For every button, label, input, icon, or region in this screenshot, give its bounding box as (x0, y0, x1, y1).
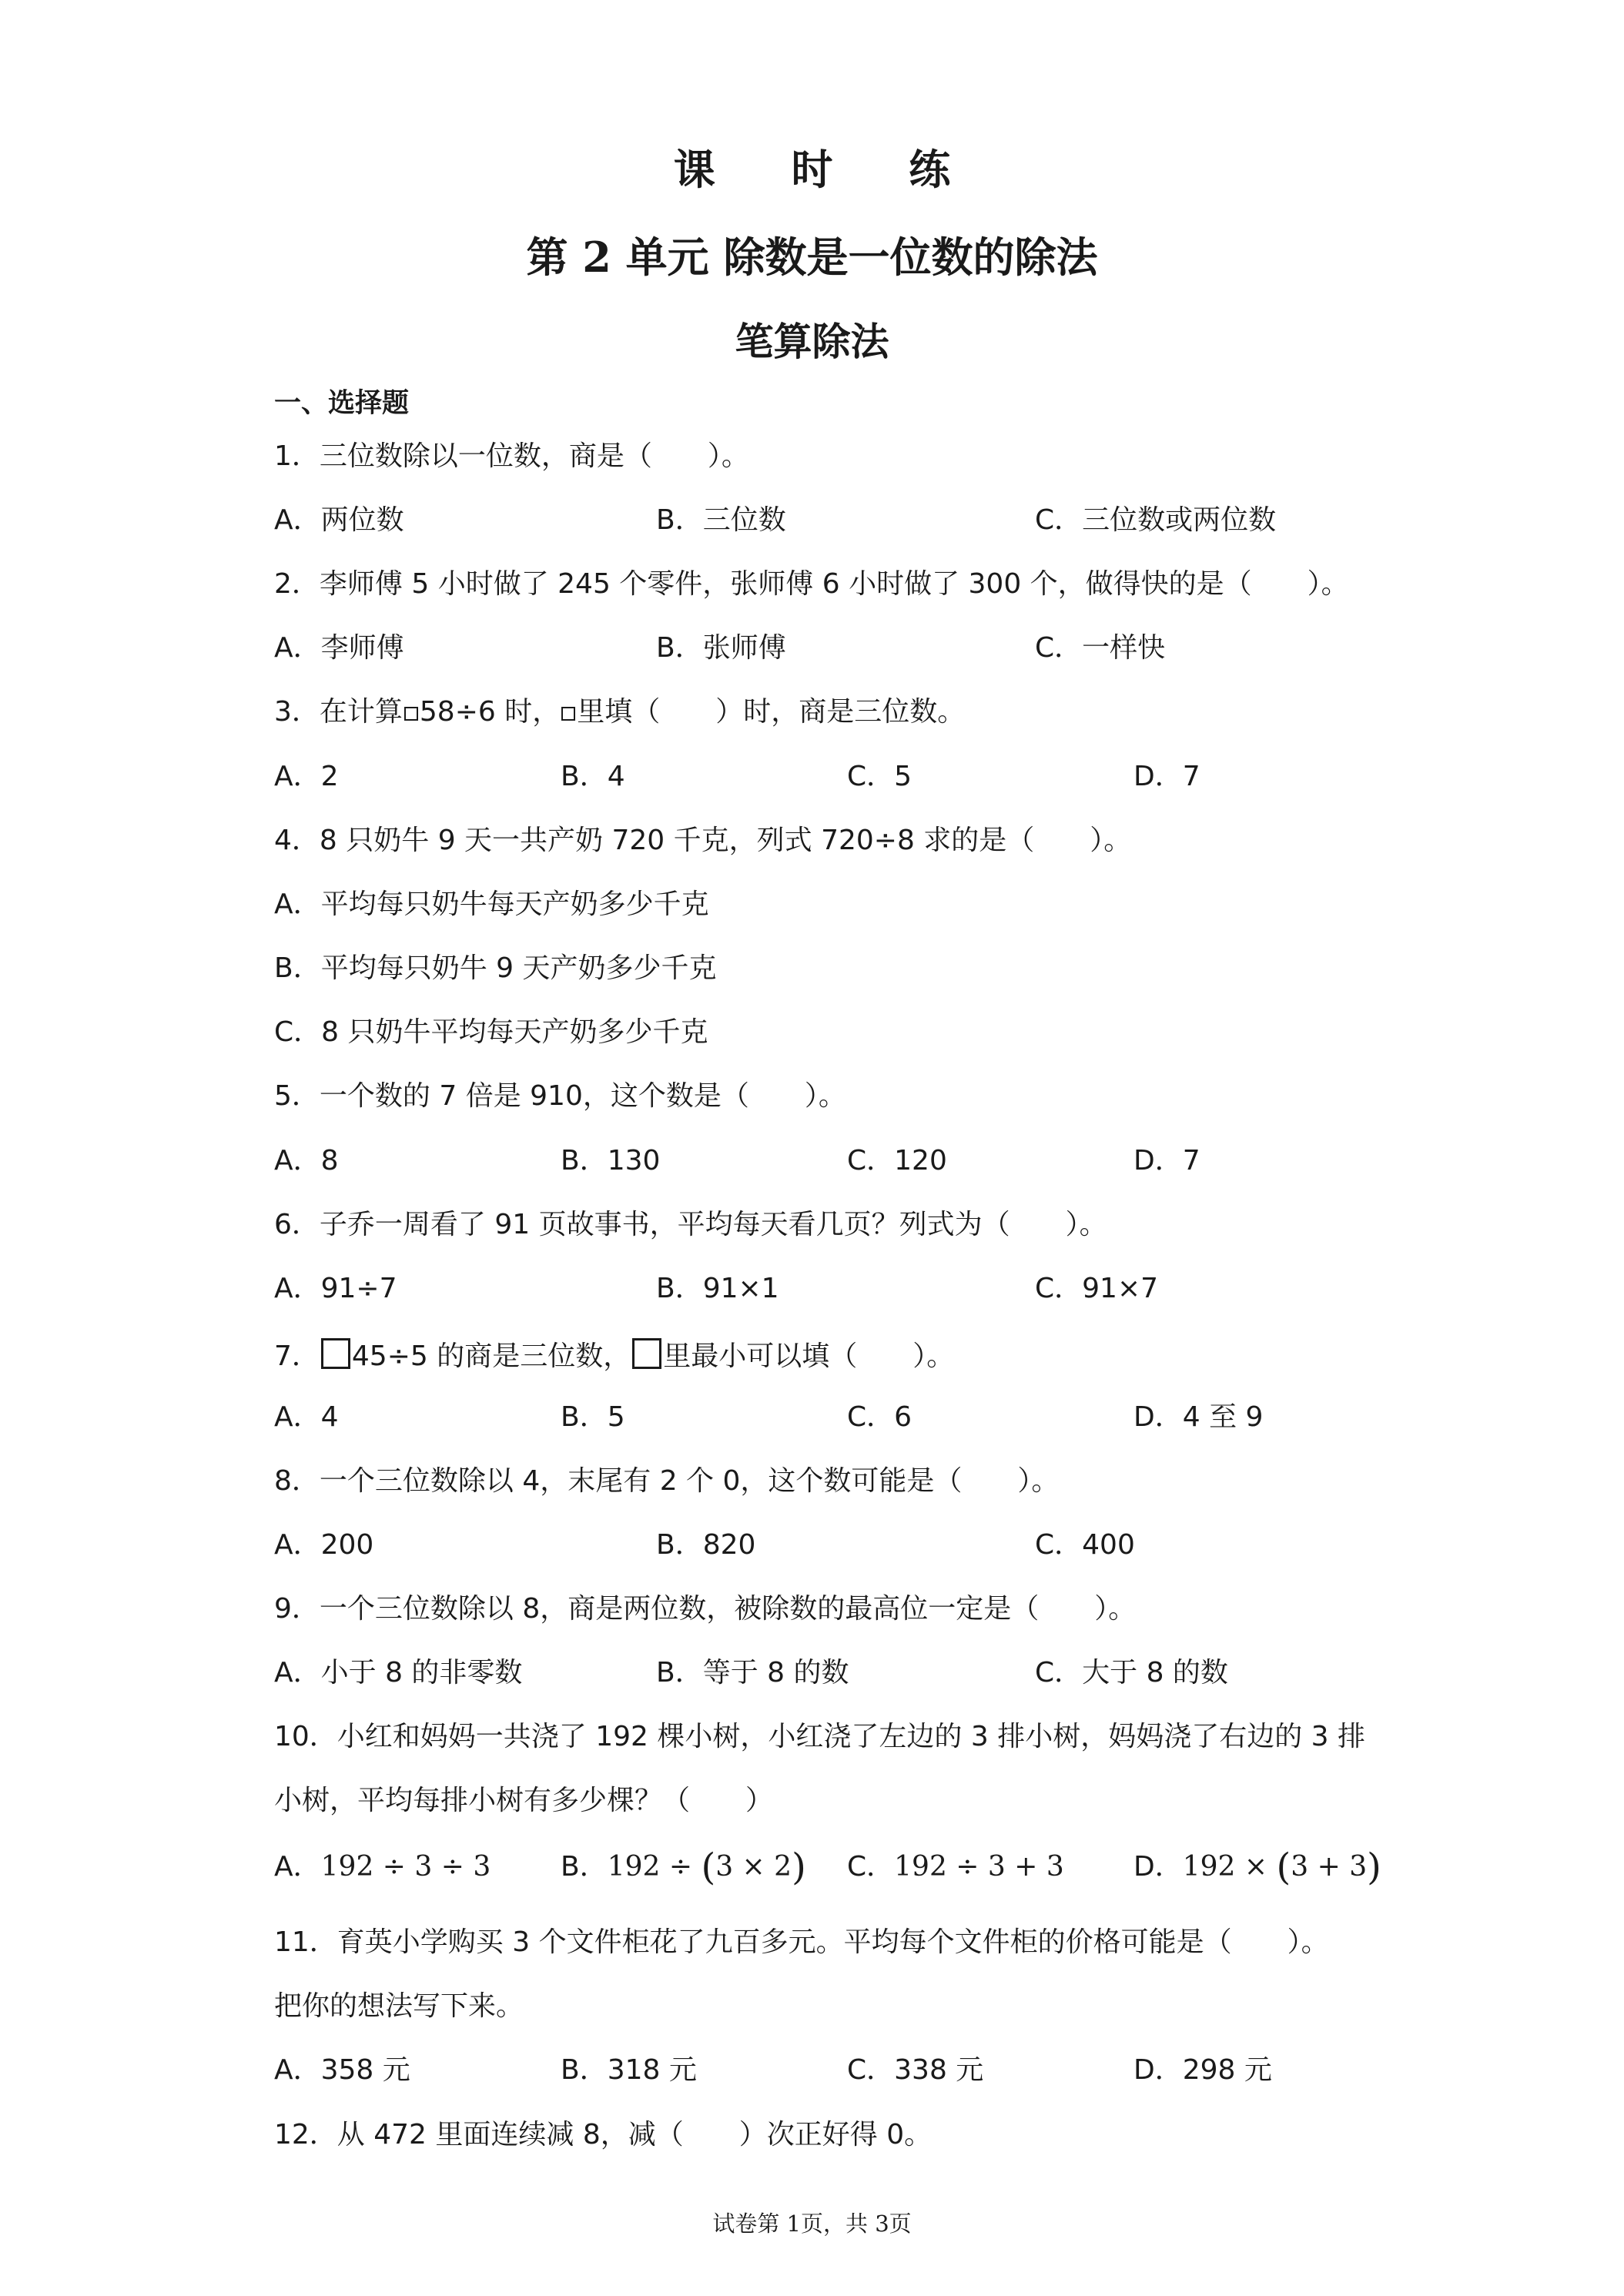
option-a: A．李师傅 (274, 632, 404, 664)
option-a (274, 1853, 491, 1882)
question-4-option-b: B．平均每只奶牛 9 天产奶多少千克 (274, 952, 717, 984)
option-c (847, 1853, 1064, 1882)
question-3-stem-b: 58÷6 时， (419, 696, 561, 728)
question-2-stem: 2．李师傅 5 小时做了 245 个零件，张师傅 6 小时做了 300 个，做得快的是（ ）。 (274, 568, 1349, 600)
page-footer: 试卷第 1页，共 3页 (712, 2211, 912, 2237)
question-1-options (274, 506, 1429, 537)
option-c: C．大于 8 的数 (1035, 1657, 1228, 1689)
math-inner: 3 × 2 (715, 1851, 792, 1883)
math-inner: 3 + 3 (1291, 1851, 1368, 1883)
option-a: A．91÷7 (274, 1273, 397, 1304)
unit-title: 第 2 单元 除数是一位数的除法 (526, 233, 1098, 282)
option-label: B． (561, 1851, 608, 1883)
right-paren: ) (792, 1846, 806, 1889)
question-5-options (274, 1146, 1429, 1177)
option-label: A． (274, 1851, 321, 1883)
right-paren: ) (1367, 1846, 1381, 1889)
blank-box-icon (321, 1338, 350, 1369)
question-4-option-c: C．8 只奶牛平均每天产奶多少千克 (274, 1016, 708, 1048)
option-d: D．7 (1133, 761, 1200, 792)
section-heading: 一、选择题 (274, 387, 410, 419)
question-6-options (274, 1274, 1429, 1305)
option-b (561, 1846, 806, 1889)
left-paren: ( (1276, 1846, 1291, 1889)
option-c: C．一样快 (1035, 632, 1166, 664)
option-c: C．5 (847, 761, 912, 792)
question-7-options (274, 1403, 1429, 1434)
question-3-stem (274, 698, 965, 727)
math-prefix: 192 ÷ (607, 1851, 702, 1883)
lesson-title: 笔算除法 (735, 319, 889, 364)
option-a: A．358 元 (274, 2054, 410, 2086)
blank-box-icon (632, 1338, 661, 1369)
option-a: A．2 (274, 761, 339, 792)
option-a: A．两位数 (274, 504, 404, 536)
option-b: B．820 (656, 1529, 756, 1561)
option-label: C． (847, 1851, 895, 1883)
option-b: B．5 (561, 1401, 625, 1433)
question-10-options (274, 1846, 1429, 1889)
option-a: A．4 (274, 1401, 339, 1433)
question-7-stem-c: 里最小可以填（ ）。 (663, 1340, 955, 1372)
question-3-stem-c: 里填（ ）时，商是三位数。 (577, 696, 966, 728)
question-8-stem: 8．一个三位数除以 4，末尾有 2 个 0，这个数可能是（ ）。 (274, 1465, 1060, 1497)
option-b: B．三位数 (656, 504, 786, 536)
blank-box-icon (404, 707, 418, 721)
math-expression: 192 ÷ 3 ÷ 3 (320, 1851, 491, 1883)
option-c: C．6 (847, 1401, 912, 1433)
option-a: A．小于 8 的非零数 (274, 1657, 523, 1689)
question-8-options (274, 1531, 1429, 1561)
question-12-stem: 12．从 472 里面连续减 8，减（ ）次正好得 0。 (274, 2119, 933, 2150)
question-11-options (274, 2056, 1429, 2087)
option-label: D． (1133, 1851, 1183, 1883)
question-11-stem-line1: 11．育英小学购买 3 个文件柜花了九百多元。平均每个文件柜的价格可能是（ ）。 (274, 1926, 1329, 1958)
question-6-stem: 6．子乔一周看了 91 页故事书，平均每天看几页？列式为（ ）。 (274, 1209, 1107, 1240)
question-10-stem-line2: 小树，平均每排小树有多少棵？（ ） (274, 1785, 774, 1816)
option-b: B．91×1 (656, 1273, 779, 1304)
option-a: A．8 (274, 1145, 339, 1176)
option-b: B．318 元 (561, 2054, 697, 2086)
math-expression (1182, 1846, 1381, 1889)
math-expression (607, 1846, 806, 1889)
document-title: 课 时 练 (673, 145, 982, 194)
blank-box-icon (561, 707, 575, 721)
math-prefix: 192 × (1182, 1851, 1277, 1883)
option-d: D．7 (1133, 1145, 1200, 1176)
question-3-options (274, 762, 1429, 793)
option-a: A．200 (274, 1529, 374, 1561)
option-c: C．338 元 (847, 2054, 984, 2086)
left-paren: ( (701, 1846, 716, 1889)
option-c: C．91×7 (1035, 1273, 1159, 1304)
question-1-stem: 1．三位数除以一位数，商是（ ）。 (274, 440, 749, 472)
option-b: B．等于 8 的数 (656, 1657, 849, 1689)
question-10-stem-line1: 10．小红和妈妈一共浇了 192 棵小树，小红浇了左边的 3 排小树，妈妈浇了右边的 3 排 (274, 1721, 1365, 1752)
question-7-stem-b: 45÷5 的商是三位数， (351, 1340, 631, 1372)
question-7-stem-a: 7． (274, 1340, 320, 1372)
question-4-stem: 4．8 只奶牛 9 天一共产奶 720 千克，列式 720÷8 求的是（ ）。 (274, 825, 1132, 856)
question-11-stem-line2: 把你的想法写下来。 (274, 1990, 524, 2022)
option-d: D．4 至 9 (1133, 1401, 1264, 1433)
math-expression: 192 ÷ 3 + 3 (894, 1851, 1064, 1883)
option-c: C．400 (1035, 1529, 1135, 1561)
option-d (1133, 1846, 1381, 1889)
question-7-stem (274, 1338, 954, 1371)
option-b: B．张师傅 (656, 632, 786, 664)
option-d: D．298 元 (1133, 2054, 1272, 2086)
option-b: B．130 (561, 1145, 661, 1176)
option-b: B．4 (561, 761, 625, 792)
question-5-stem: 5．一个数的 7 倍是 910，这个数是（ ）。 (274, 1080, 846, 1112)
option-c: C．120 (847, 1145, 947, 1176)
question-2-options (274, 634, 1429, 664)
option-c: C．三位数或两位数 (1035, 504, 1277, 536)
question-9-options (274, 1658, 1429, 1689)
question-4-option-a: A．平均每只奶牛每天产奶多少千克 (274, 889, 709, 920)
question-9-stem: 9．一个三位数除以 8，商是两位数，被除数的最高位一定是（ ）。 (274, 1593, 1137, 1625)
question-3-stem-a: 3．在计算 (274, 696, 403, 728)
